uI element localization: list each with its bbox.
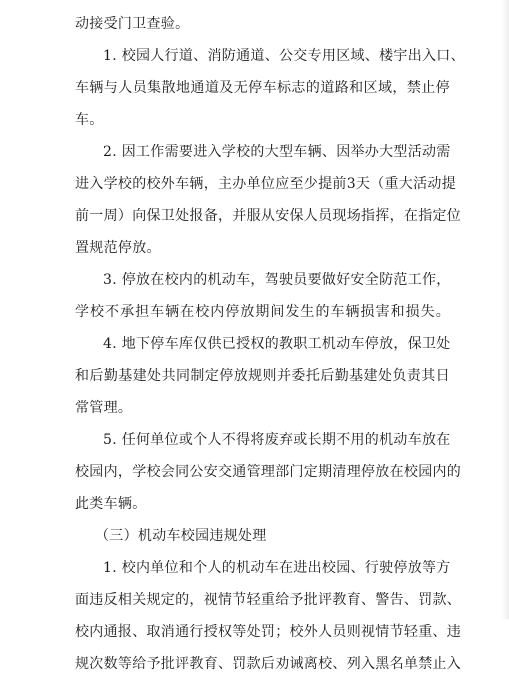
text-line: 学校不承担车辆在校内停放期间发生的车辆损害和损失。 xyxy=(75,304,450,320)
text-line: 规次数等给予批评教育、罚款后劝诫离校、列入黑名单禁止入 xyxy=(75,656,462,672)
text-line: 车。 xyxy=(75,112,104,128)
rule-1-line: 1. 校园人行道、消防通道、公交专用区域、楼宇出入口、 xyxy=(103,48,465,64)
text-line: 校内通报、取消通行授权等处罚；校外人员则视情节轻重、违 xyxy=(75,624,462,640)
page-edge-shadow xyxy=(501,0,509,619)
text-line: 校园内，学校会同公安交通管理部门定期清理停放在校园内的 xyxy=(75,464,462,480)
text-line: 面违反相关规定的，视情节轻重给予批评教育、警告、罚款、 xyxy=(75,592,462,608)
rule-2-line: 2. 因工作需要进入学校的大型车辆、因举办大型活动需 xyxy=(103,144,451,160)
text-line: 此类车辆。 xyxy=(75,496,147,512)
section-heading: （三）机动车校园违规处理 xyxy=(95,528,267,544)
text-line: 动接受门卫查验。 xyxy=(75,16,190,32)
rule-3-line: 3. 停放在校内的机动车，驾驶员要做好安全防范工作， xyxy=(103,272,451,288)
text-line: 车辆与人员集散地通道及无停车标志的道路和区域，禁止停 xyxy=(75,80,450,96)
text-line: 和后勤基建处共同制定停放规则并委托后勤基建处负责其日 xyxy=(75,368,450,384)
text-line: 置规范停放。 xyxy=(75,240,161,256)
rule-4-line: 4. 地下停车库仅供已授权的教职工机动车停放，保卫处 xyxy=(103,336,451,352)
document-body xyxy=(75,8,465,680)
text-line: 进入学校的校外车辆，主办单位应至少提前3天（重大活动提 xyxy=(75,176,457,192)
text-line: 常管理。 xyxy=(75,400,133,416)
violation-rule-1-line: 1. 校内单位和个人的机动车在进出校园、行驶停放等方 xyxy=(103,560,451,576)
rule-5-line: 5. 任何单位或个人不得将废弃或长期不用的机动车放在 xyxy=(103,432,451,448)
text-line: 前一周）向保卫处报备，并服从安保人员现场指挥，在指定位 xyxy=(75,208,462,224)
